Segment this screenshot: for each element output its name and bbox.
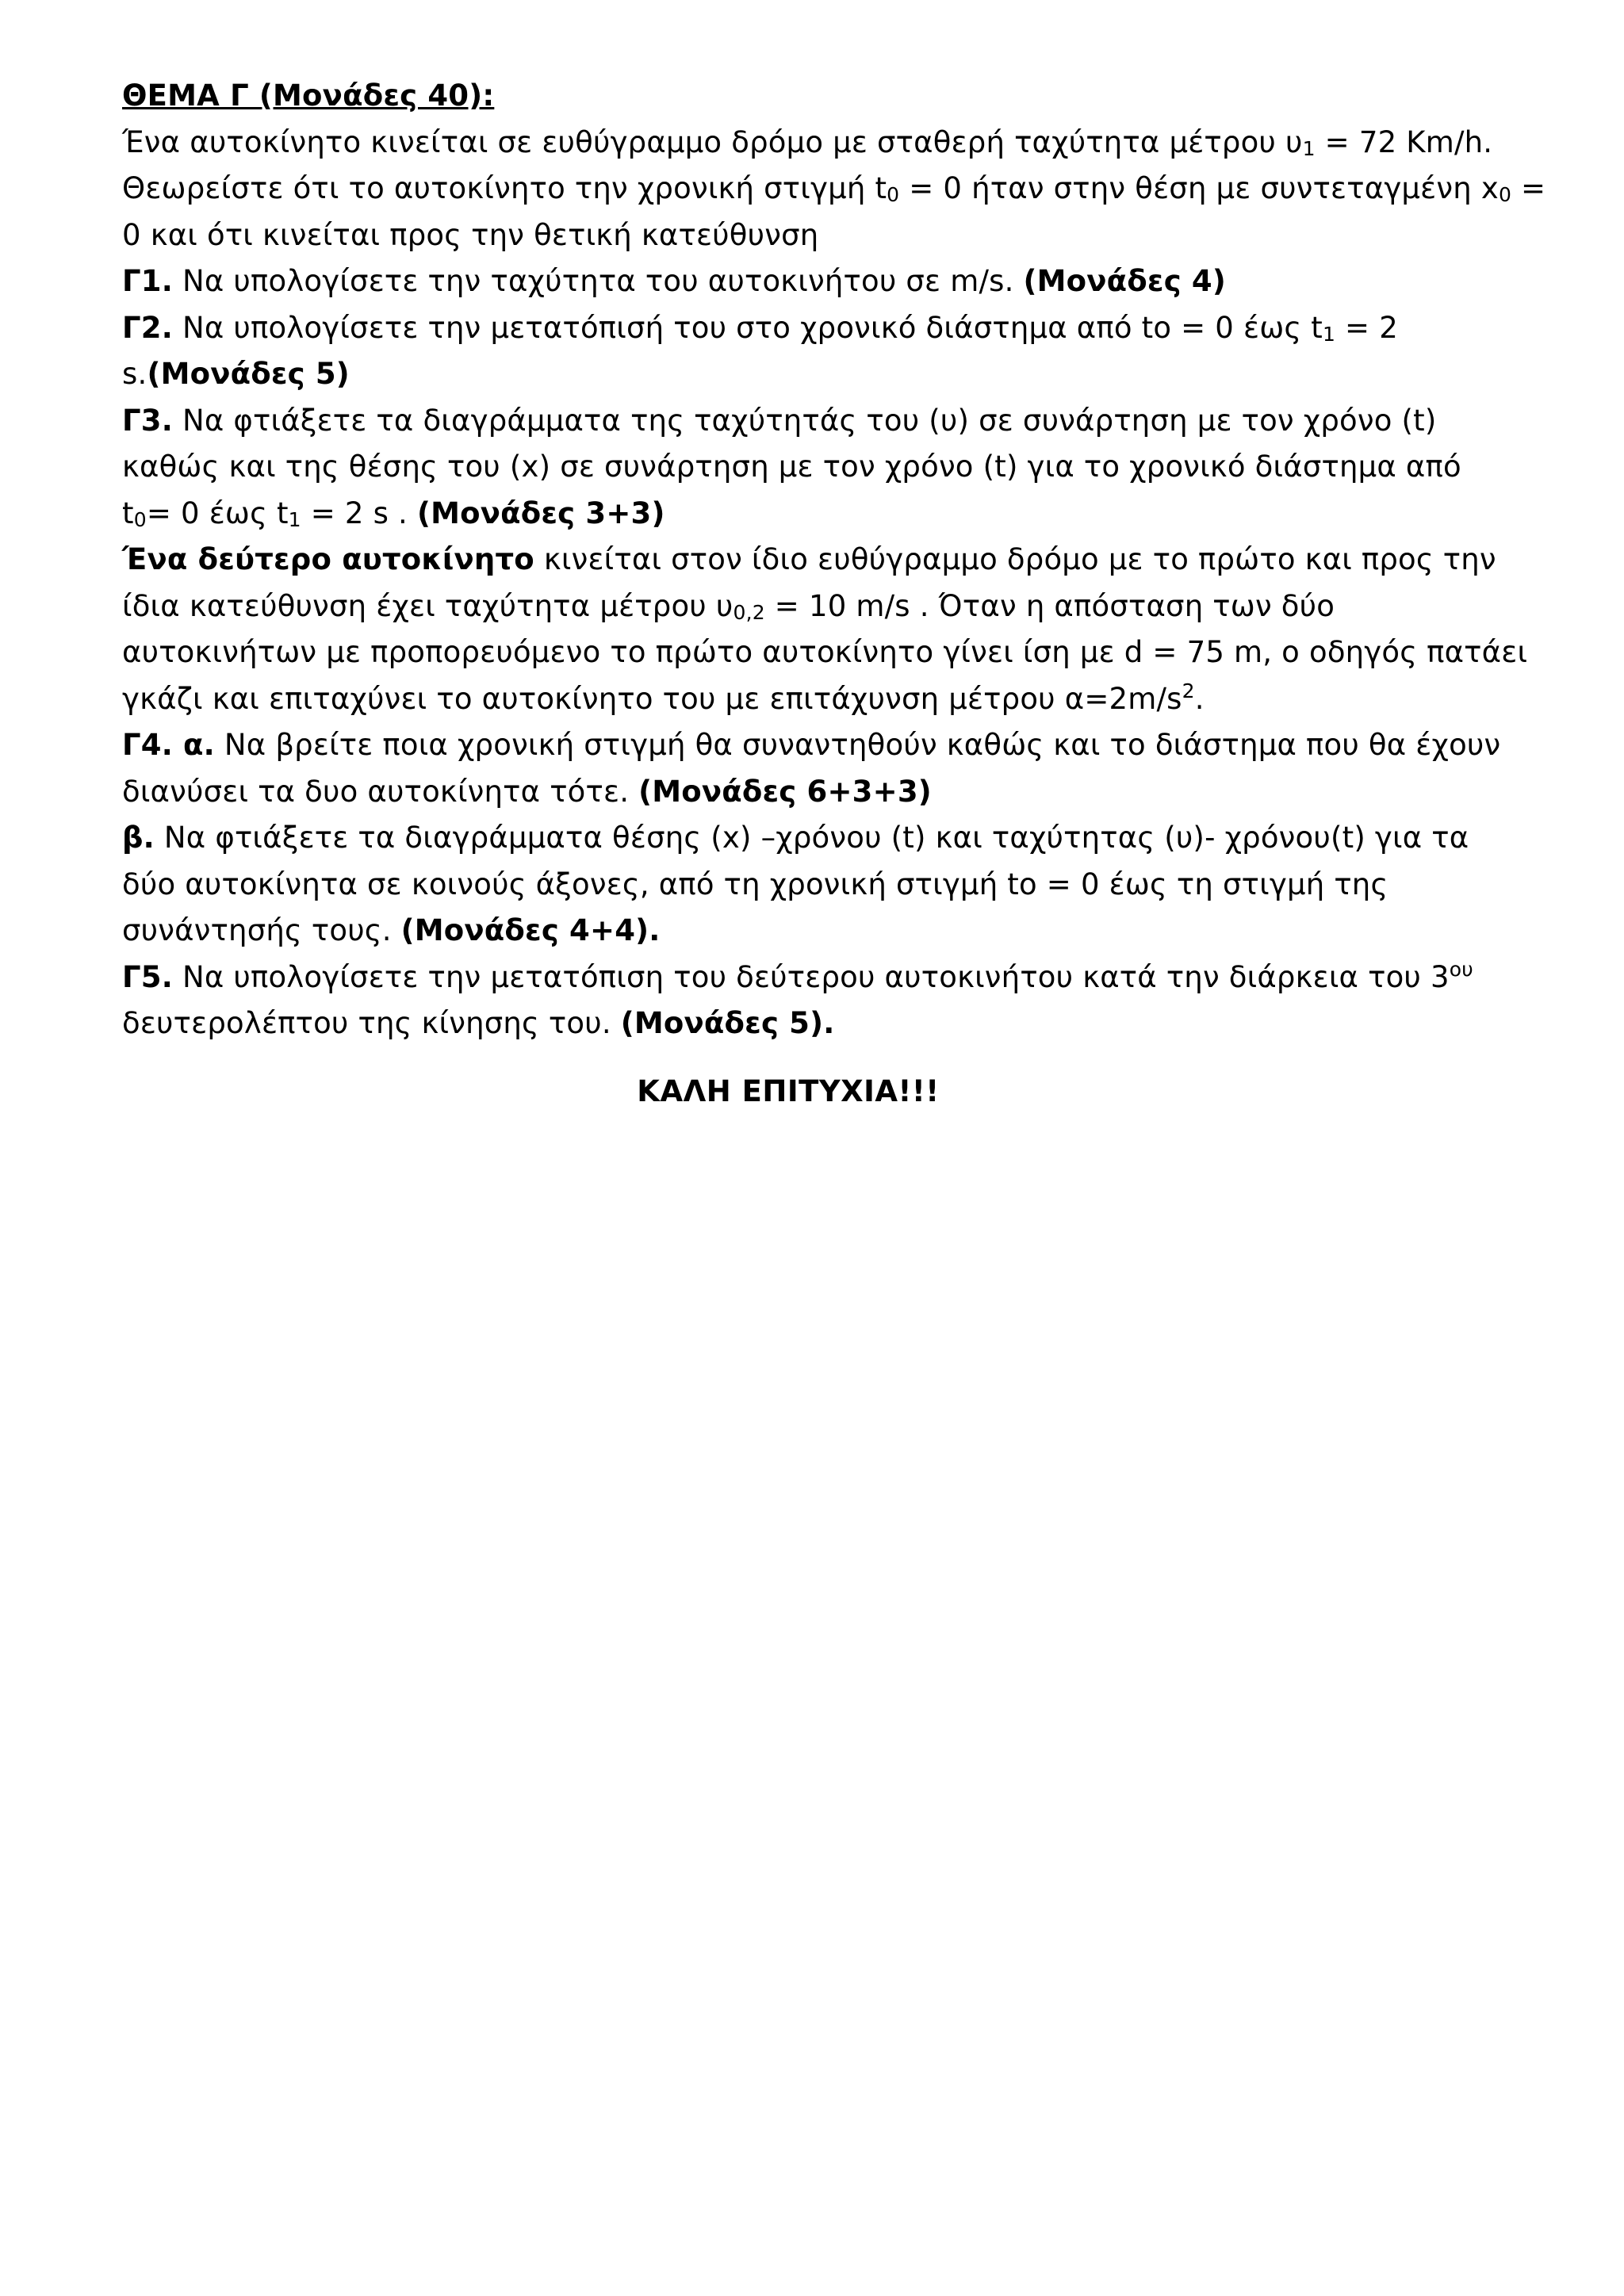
question-g4-line-2: διανύσει τα δυο αυτοκίνητα τότε. (Μονάδες 6+3+3) [122, 774, 932, 809]
intro-line-1: Ένα αυτοκίνητο κινείται σε ευθύγραμμο δρόμο με σταθερή ταχύτητα μέτρου $\upsilon_1 = 72$ Km/h. [122, 124, 1493, 160]
intro-line-3: 0 και ότι κινείται προς την θετική κατεύθυνση [122, 217, 819, 252]
question-g2-line-1: Γ2. Να υπολογίσετε την μετατόπισή του στο χρονικό διάστημα από to = 0 έως $t_1 = 2$ [122, 310, 1398, 346]
exam-text [122, 73, 1546, 1047]
question-g4-line-1: Γ4. α. Να βρείτε ποια χρονική στιγμή θα συναντηθούν καθώς και το διάστημα που θα έχουν [122, 728, 1501, 762]
question-g4b-line-3: συνάντησής τους. (Μονάδες 4+4). [122, 913, 661, 947]
points: (Μονάδες 3+3) [416, 496, 665, 530]
question-label: Γ4. α. [122, 728, 215, 762]
question-g1: Γ1. Να υπολογίσετε την ταχύτητα του αυτοκινήτου σε m/s. (Μονάδες 4) [122, 264, 1226, 298]
points: (Μονάδες 4) [1023, 264, 1226, 298]
question-label: Γ3. [122, 403, 173, 438]
question-g5-line-2: δευτερολέπτου της κίνησης του. (Μονάδες 5). [122, 1006, 835, 1040]
question-g3-line-2: καθώς και της θέσης του (x) σε συνάρτηση με τον χρόνο (t) για το χρονικό διάστημα από [122, 450, 1461, 484]
question-g3-line-1: Γ3. Να φτιάξετε τα διαγράμματα της ταχύτητάς του (υ) σε συνάρτηση με τον χρόνο (t) [122, 403, 1437, 438]
points: (Μονάδες 4+4). [400, 913, 661, 947]
intro-line-2: Θεωρείστε ότι το αυτοκίνητο την χρονική στιγμή $t_0 = 0$ ήταν στην θέση με συντεταγμένη $x_0$ = [122, 171, 1546, 206]
question-g4b-line-2: δύο αυτοκίνητα σε κοινούς άξονες, από τη χρονική στιγμή to = 0 έως τη στιγμή της [122, 867, 1388, 901]
question-label: Γ5. [122, 959, 173, 994]
second-car-line-2: ίδια κατεύθυνση έχει ταχύτητα μέτρου $\upsilon_{0,2} = 10$ m/s . Όταν η απόσταση των δύο [122, 588, 1335, 624]
points: (Μονάδες 5) [147, 357, 350, 391]
question-label: Γ1. [122, 264, 173, 298]
second-car-line-1: Ένα δεύτερο αυτοκίνητο κινείται στον ίδιο ευθύγραμμο δρόμο με το πρώτο και προς την [122, 542, 1496, 576]
points: (Μονάδες 6+3+3) [638, 774, 932, 809]
second-car-line-3: αυτοκινήτων με προπορευόμενο το πρώτο αυτοκίνητο γίνει ίση με d = 75 m, ο οδηγός πατάει [122, 635, 1528, 669]
second-car-line-4: γκάζι και επιταχύνει το αυτοκίνητο του με επιτάχυνση μέτρου $\alpha=2m/s^2$. [122, 679, 1205, 716]
question-label: β. [122, 821, 155, 855]
points: (Μονάδες 5). [620, 1006, 835, 1040]
question-g2-line-2: s.(Μονάδες 5) [122, 357, 350, 391]
second-car-lead: Ένα δεύτερο αυτοκίνητο [122, 542, 534, 576]
closing-wish: ΚΑΛΗ ΕΠΙΤΥΧΙΑ!!! [637, 1074, 940, 1108]
question-g3-line-3: $t_0= 0$ έως $t_1 = 2$ s . (Μονάδες 3+3) [122, 496, 665, 531]
section-heading: ΘΕΜΑ Γ (Μονάδες 40): [122, 78, 495, 113]
question-g4b-line-1: β. Να φτιάξετε τα διαγράμματα θέσης (x) –χρόνου (t) και ταχύτητας (υ)- χρόνου(t) για τα [122, 821, 1469, 855]
question-label: Γ2. [122, 310, 173, 345]
question-g5-line-1: Γ5. Να υπολογίσετε την μετατόπιση του δεύτερου αυτοκινήτου κατά την διάρκεια του $3^{o\upsilon}$ [122, 957, 1473, 994]
